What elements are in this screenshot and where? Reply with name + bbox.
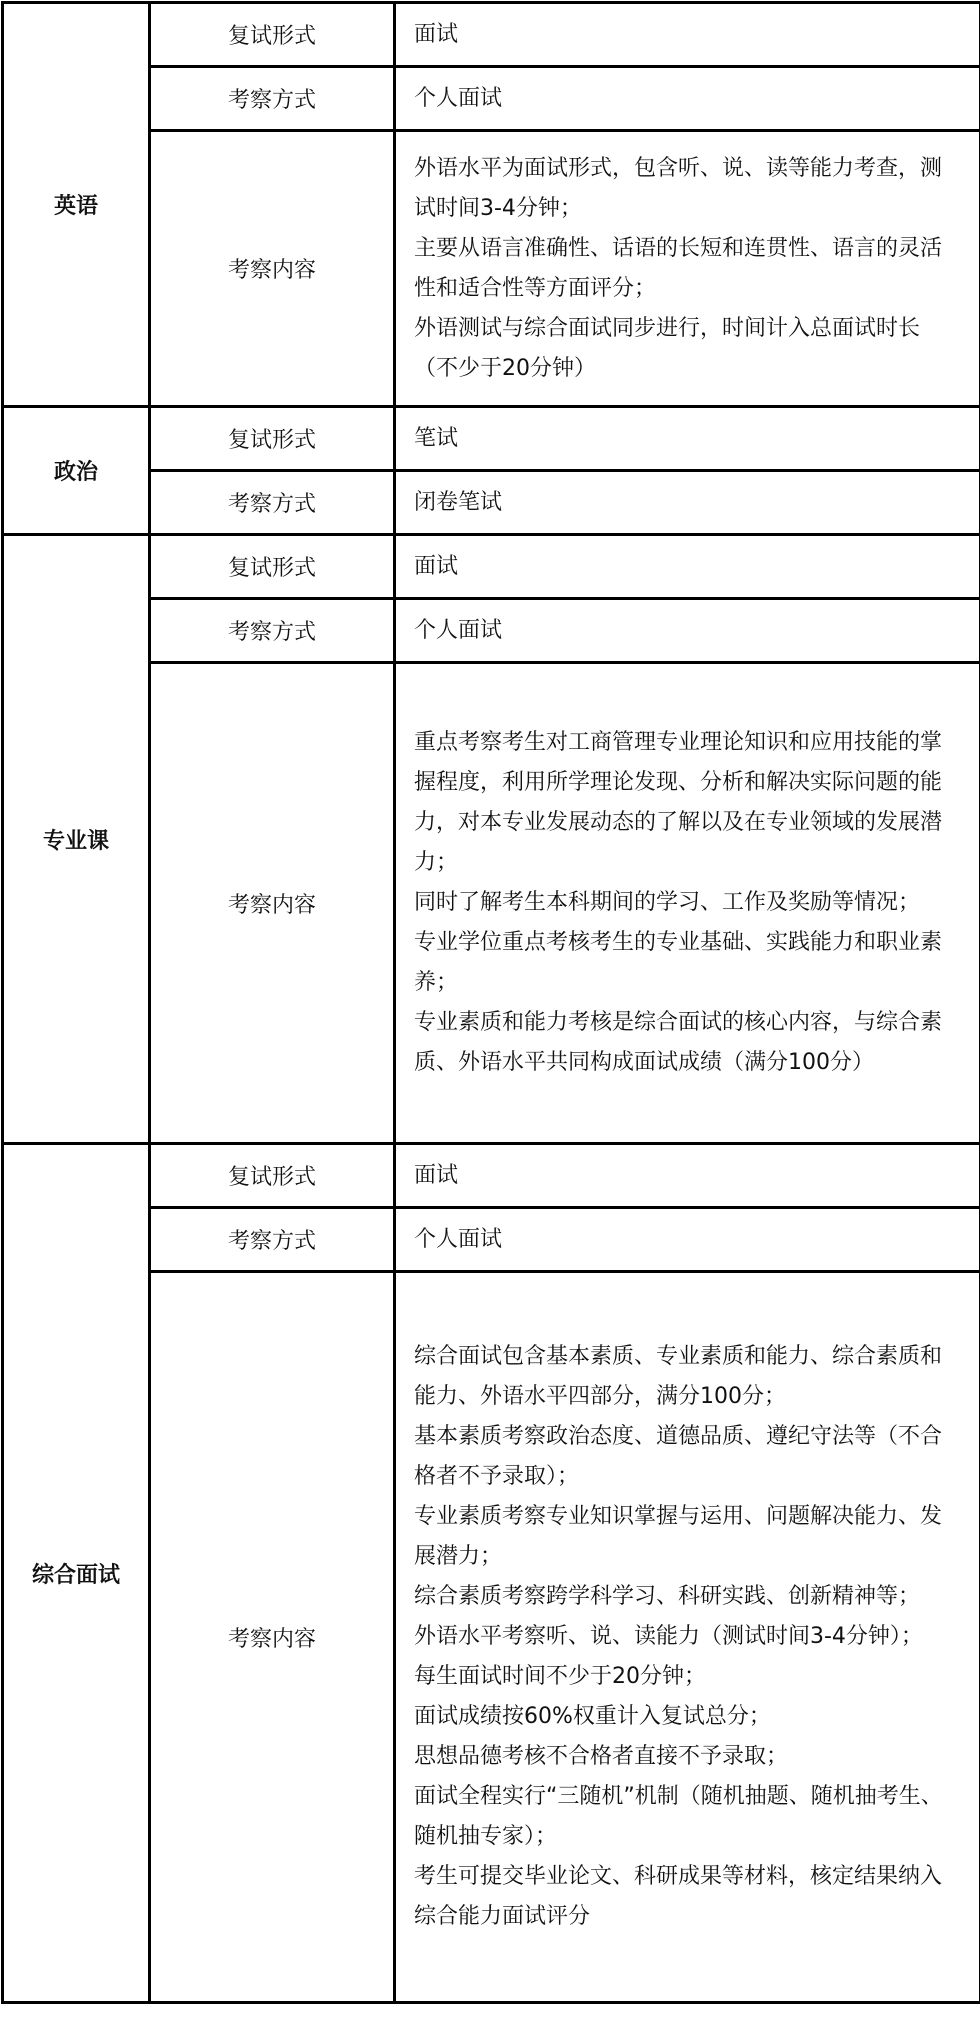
content-line: 外语水平为面试形式，包含听、说、读等能力考查，测试时间3-4分钟； bbox=[414, 155, 943, 221]
content-line: 专业学位重点考核考生的专业基础、实践能力和职业素养； bbox=[414, 930, 943, 995]
table-row bbox=[3, 1272, 980, 2003]
item-value bbox=[395, 131, 980, 407]
table-row bbox=[3, 1208, 980, 1272]
table-row bbox=[3, 535, 980, 599]
content-line: 考生可提交毕业论文、科研成果等材料，核定结果纳入综合能力面试评分 bbox=[414, 1864, 943, 1929]
content-line: 面试成绩按60%权重计入复试总分； bbox=[414, 1704, 771, 1729]
table-row bbox=[3, 131, 980, 407]
content-line: 综合素质考察跨学科学习、科研实践、创新精神等； bbox=[414, 1584, 921, 1609]
item-label: 复试形式 bbox=[150, 1144, 395, 1208]
item-value: 个人面试 bbox=[395, 599, 980, 663]
item-label: 考察方式 bbox=[150, 599, 395, 663]
content-line: 同时了解考生本科期间的学习、工作及奖励等情况； bbox=[414, 890, 921, 915]
item-value bbox=[395, 663, 980, 1144]
item-label: 复试形式 bbox=[150, 407, 395, 471]
content-line: 主要从语言准确性、话语的长短和连贯性、语言的灵活性和适合性等方面评分； bbox=[414, 235, 943, 301]
table-row bbox=[3, 471, 980, 535]
item-value: 面试 bbox=[395, 1144, 980, 1208]
content-line: 基本素质考察政治态度、道德品质、遵纪守法等（不合格者不予录取）； bbox=[414, 1424, 943, 1489]
table-row bbox=[3, 663, 980, 1144]
content-line: 面试全程实行“三随机”机制（随机抽题、随机抽考生、随机抽专家）； bbox=[414, 1784, 943, 1849]
item-label: 考察内容 bbox=[150, 1272, 395, 2003]
table-row bbox=[3, 1144, 980, 1208]
exam-requirements-table bbox=[1, 1, 980, 2004]
item-label: 复试形式 bbox=[150, 535, 395, 599]
item-value: 面试 bbox=[395, 535, 980, 599]
table-row bbox=[3, 599, 980, 663]
content-line: 综合面试包含基本素质、专业素质和能力、综合素质和能力、外语水平四部分，满分100分； bbox=[414, 1344, 943, 1409]
item-label: 考察内容 bbox=[150, 131, 395, 407]
content-line: 每生面试时间不少于20分钟； bbox=[414, 1664, 706, 1689]
item-label: 复试形式 bbox=[150, 3, 395, 67]
table-row bbox=[3, 407, 980, 471]
subject-cell-major-course: 专业课 bbox=[3, 535, 150, 1144]
subject-cell-comprehensive-interview: 综合面试 bbox=[3, 1144, 150, 2003]
content-line: 思想品德考核不合格者直接不予录取； bbox=[414, 1744, 789, 1769]
item-value: 个人面试 bbox=[395, 1208, 980, 1272]
table-row bbox=[3, 67, 980, 131]
item-value bbox=[395, 1272, 980, 2003]
item-value: 笔试 bbox=[395, 407, 980, 471]
item-label: 考察方式 bbox=[150, 67, 395, 131]
item-label: 考察内容 bbox=[150, 663, 395, 1144]
content-line: 专业素质和能力考核是综合面试的核心内容，与综合素质、外语水平共同构成面试成绩（满分100分） bbox=[414, 1010, 943, 1075]
item-value: 闭卷笔试 bbox=[395, 471, 980, 535]
table-row bbox=[3, 3, 980, 67]
item-value: 面试 bbox=[395, 3, 980, 67]
subject-cell-politics: 政治 bbox=[3, 407, 150, 535]
content-line: 外语测试与综合面试同步进行，时间计入总面试时长（不少于20分钟） bbox=[414, 315, 921, 381]
content-line: 专业素质考察专业知识掌握与运用、问题解决能力、发展潜力； bbox=[414, 1504, 943, 1569]
item-value: 个人面试 bbox=[395, 67, 980, 131]
content-line: 重点考察考生对工商管理专业理论知识和应用技能的掌握程度，利用所学理论发现、分析和解决实际问题的能力，对本专业发展动态的了解以及在专业领域的发展潜力； bbox=[414, 730, 943, 875]
subject-cell-english: 英语 bbox=[3, 3, 150, 407]
content-line: 外语水平考察听、说、读能力（测试时间3-4分钟）； bbox=[414, 1624, 923, 1649]
item-label: 考察方式 bbox=[150, 1208, 395, 1272]
item-label: 考察方式 bbox=[150, 471, 395, 535]
